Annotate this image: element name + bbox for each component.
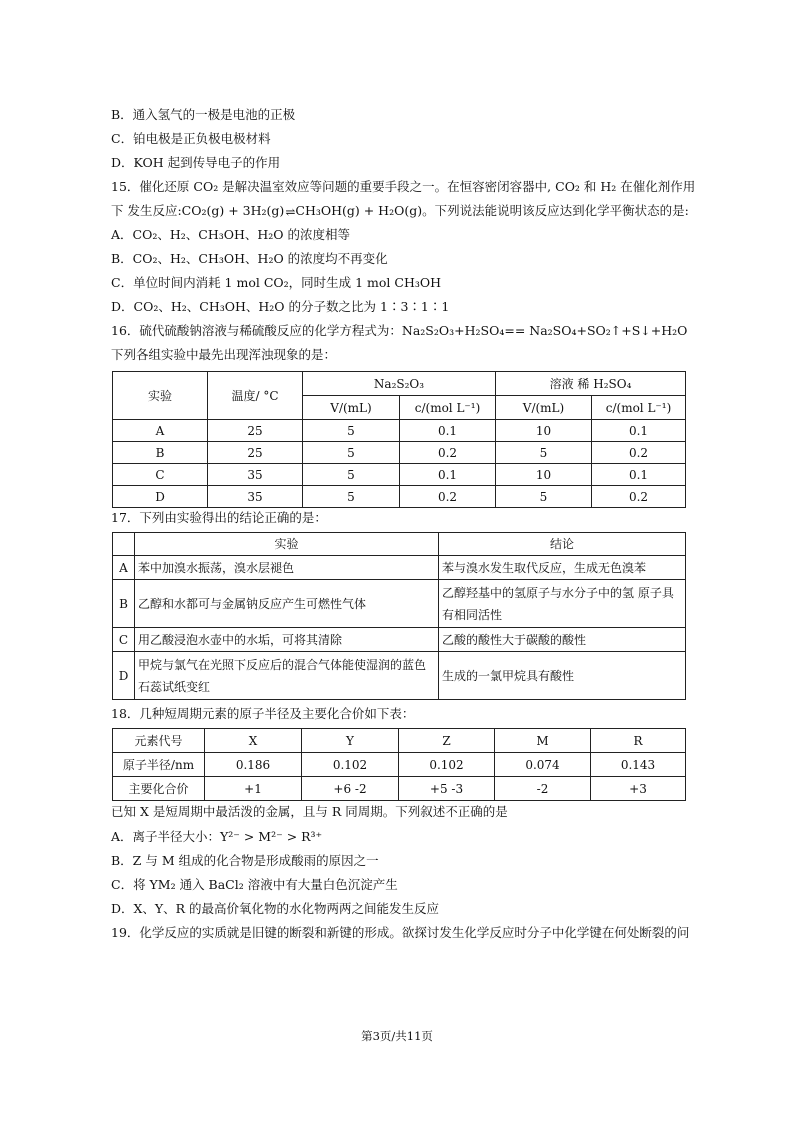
table-cell: 10 — [496, 464, 592, 486]
table-cell: 0.1 — [592, 464, 686, 486]
table-cell: 5 — [303, 442, 400, 464]
table-row — [113, 556, 686, 580]
table-row — [113, 464, 686, 486]
q14-option-b: B．通入氢气的一极是电池的正极 — [111, 107, 296, 122]
table-row — [113, 628, 686, 652]
page-footer: 第3页/共11页 — [361, 1029, 433, 1043]
table-cell: B — [113, 442, 208, 464]
q16-header-na2s2o3: Na₂S₂O₃ — [303, 372, 496, 396]
q16-header-concentration: c/(mol L⁻¹) — [592, 396, 686, 420]
table-cell: 主要化合价 — [113, 777, 205, 801]
q18-table — [112, 728, 686, 801]
table-cell: 10 — [496, 420, 592, 442]
table-cell: 35 — [208, 486, 303, 508]
table-cell: 苯与溴水发生取代反应，生成无色溴苯 — [439, 556, 686, 580]
q15-stem-line2 — [111, 203, 691, 220]
table-cell: M — [495, 729, 591, 753]
table-row — [113, 777, 686, 801]
q15-stem-line1: 15．催化还原 CO₂ 是解决温室效应等问题的重要手段之一。在恒容密闭容器中, CO₂ 和 H₂ 在催化剂作用 — [111, 179, 696, 194]
table-cell: 乙酸的酸性大于碳酸的酸性 — [439, 628, 686, 652]
table-row — [113, 729, 686, 753]
q16-header-volume: V/(mL) — [303, 396, 400, 420]
q15-equation-left: 下 发生反应:CO₂(g) + 3H₂(g) — [111, 203, 285, 218]
table-cell: 5 — [303, 420, 400, 442]
q17-stem: 17．下列由实验得出的结论正确的是： — [111, 510, 327, 525]
equilibrium-arrow-icon: ⇌ — [285, 205, 293, 219]
table-cell: R — [591, 729, 686, 753]
table-cell: 0.1 — [400, 464, 496, 486]
table-cell: 5 — [496, 442, 592, 464]
q16-stem-line1: 16．硫代硫酸钠溶液与稀硫酸反应的化学方程式为：Na₂S₂O₃+H₂SO₄== Na₂SO₄+SO₂↑+S↓+H₂O — [111, 323, 688, 338]
table-cell: +5 -3 — [399, 777, 495, 801]
table-cell: X — [205, 729, 302, 753]
table-cell: B — [113, 580, 135, 628]
q15-equation-right: CH₃OH(g) + H₂O(g)。下列说法能说明该反应达到化学平衡状态的是: — [295, 203, 689, 218]
table-cell: D — [113, 486, 208, 508]
table-cell: 0.1 — [592, 420, 686, 442]
conclusion-line: 有相同活性 — [442, 607, 503, 622]
table-cell: 0.102 — [399, 753, 495, 777]
table-cell: 5 — [303, 464, 400, 486]
q16-header-temperature: 温度/ °C — [208, 372, 303, 420]
table-cell: Z — [399, 729, 495, 753]
table-cell — [135, 652, 439, 700]
table-cell: 0.1 — [400, 420, 496, 442]
table-cell: 0.186 — [205, 753, 302, 777]
q18-option-b: B．Z 与 M 组成的化合物是形成酸雨的原因之一 — [111, 853, 379, 868]
table-cell — [113, 533, 135, 556]
table-cell: C — [113, 628, 135, 652]
table-cell: +6 -2 — [302, 777, 399, 801]
q16-header-volume: V/(mL) — [496, 396, 592, 420]
q19-stem-line1: 19．化学反应的实质就是旧键的断裂和新键的形成。欲探讨发生化学反应时分子中化学键在何处断裂的问 — [111, 925, 690, 940]
q18-option-a: A．离子半径大小：Y²⁻ > M²⁻ > R³⁺ — [111, 829, 323, 844]
experiment-line: 石蕊试纸变红 — [138, 679, 211, 694]
q15-option-c: C．单位时间内消耗 1 mol CO₂，同时生成 1 mol CH₃OH — [111, 275, 442, 290]
q16-header-experiment: 实验 — [113, 372, 208, 420]
table-cell: 25 — [208, 442, 303, 464]
q17-header-experiment: 实验 — [135, 533, 439, 556]
table-cell: 元素代号 — [113, 729, 205, 753]
table-cell: 生成的一氯甲烷具有酸性 — [439, 652, 686, 700]
table-cell: 原子半径/nm — [113, 753, 205, 777]
table-cell: 0.2 — [400, 442, 496, 464]
table-cell: 0.2 — [592, 486, 686, 508]
table-cell: +3 — [591, 777, 686, 801]
q17-table — [112, 532, 686, 700]
table-cell: 0.2 — [400, 486, 496, 508]
q18-option-d: D．X、Y、R 的最高价氧化物的水化物两两之间能发生反应 — [111, 901, 440, 916]
table-cell: 5 — [496, 486, 592, 508]
table-row — [113, 580, 686, 628]
q18-note: 已知 X 是短周期中最活泼的金属，且与 R 同周期。下列叙述不正确的是 — [111, 804, 508, 819]
q15-option-d: D．CO₂、H₂、CH₃OH、H₂O 的分子数之比为 1∶3∶1∶1 — [111, 299, 450, 314]
table-cell: -2 — [495, 777, 591, 801]
table-row — [113, 420, 686, 442]
table-cell: 0.2 — [592, 442, 686, 464]
q15-option-b: B．CO₂、H₂、CH₃OH、H₂O 的浓度均不再变化 — [111, 251, 388, 266]
q14-option-c: C．铂电极是正负极电极材料 — [111, 131, 271, 146]
q16-header-h2so4: 溶液 稀 H₂SO₄ — [496, 372, 686, 396]
table-cell: C — [113, 464, 208, 486]
table-cell: 35 — [208, 464, 303, 486]
table-cell: A — [113, 556, 135, 580]
table-cell: 0.074 — [495, 753, 591, 777]
experiment-line: 甲烷与氯气在光照下反应后的混合气体能使湿润的蓝色 — [138, 657, 427, 672]
table-cell: A — [113, 420, 208, 442]
table-row — [113, 652, 686, 700]
conclusion-line: 乙醇羟基中的氢原子与水分子中的氢 原子具 — [442, 585, 674, 600]
q14-option-d: D．KOH 起到传导电子的作用 — [111, 155, 281, 170]
table-cell: 5 — [303, 486, 400, 508]
table-cell: 0.102 — [302, 753, 399, 777]
table-row — [113, 486, 686, 508]
table-cell — [439, 580, 686, 628]
table-row — [113, 442, 686, 464]
table-row — [113, 753, 686, 777]
q17-header-conclusion: 结论 — [439, 533, 686, 556]
q15-option-a: A．CO₂、H₂、CH₃OH、H₂O 的浓度相等 — [111, 227, 351, 242]
table-cell: 用乙酸浸泡水壶中的水垢，可将其清除 — [135, 628, 439, 652]
table-cell: 0.143 — [591, 753, 686, 777]
table-cell: 25 — [208, 420, 303, 442]
table-cell: 乙醇和水都可与金属钠反应产生可燃性气体 — [135, 580, 439, 628]
table-cell: Y — [302, 729, 399, 753]
table-cell: 苯中加溴水振荡，溴水层褪色 — [135, 556, 439, 580]
table-cell: D — [113, 652, 135, 700]
q16-header-concentration: c/(mol L⁻¹) — [400, 396, 496, 420]
q16-table — [112, 371, 686, 508]
q18-stem: 18．几种短周期元素的原子半径及主要化合价如下表： — [111, 706, 415, 721]
q18-option-c: C．将 YM₂ 通入 BaCl₂ 溶液中有大量白色沉淀产生 — [111, 877, 398, 892]
q16-stem-line2: 下列各组实验中最先出现浑浊现象的是： — [111, 347, 337, 362]
table-cell: +1 — [205, 777, 302, 801]
